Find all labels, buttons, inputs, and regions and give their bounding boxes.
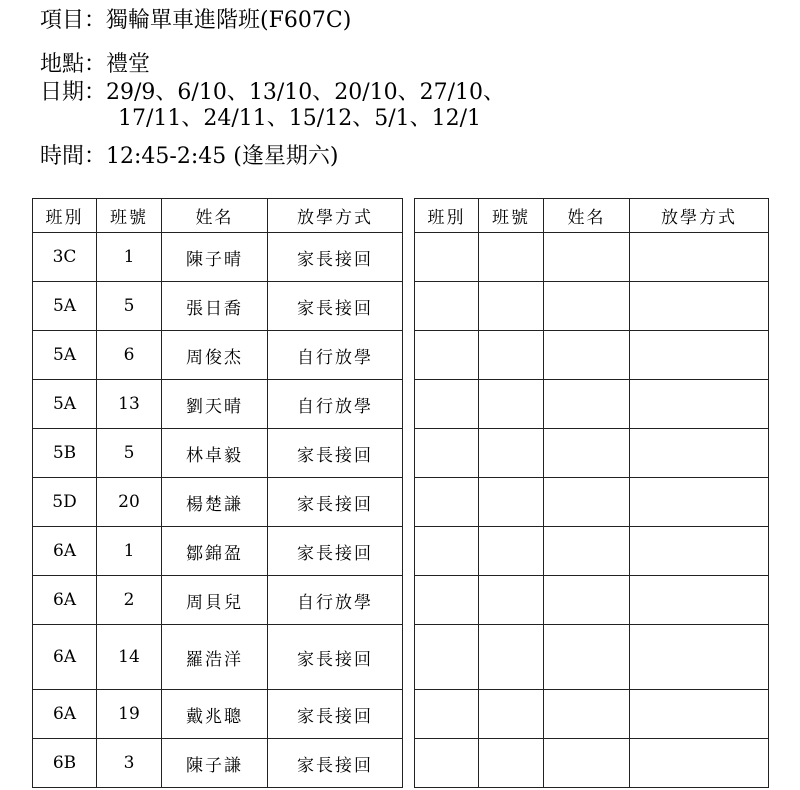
cell-name: 楊楚謙 bbox=[162, 478, 268, 527]
col-header-dismissal: 放學方式 bbox=[268, 199, 403, 233]
cell-number: 20 bbox=[97, 478, 162, 527]
empty-cell bbox=[415, 739, 479, 788]
project-line bbox=[40, 8, 351, 34]
empty-cell bbox=[544, 429, 630, 478]
table-row bbox=[415, 233, 769, 282]
dates-value-line2: 17/11、24/11、15/12、5/1、12/1 bbox=[118, 106, 482, 131]
dates-line bbox=[40, 80, 505, 106]
empty-cell bbox=[479, 625, 544, 690]
table-row bbox=[33, 380, 403, 429]
cell-dismissal: 家長接回 bbox=[268, 625, 403, 690]
time-label: 時間： bbox=[40, 144, 107, 169]
empty-cell bbox=[544, 380, 630, 429]
cell-dismissal: 自行放學 bbox=[268, 380, 403, 429]
empty-cell bbox=[479, 233, 544, 282]
cell-number: 1 bbox=[97, 233, 162, 282]
cell-number: 5 bbox=[97, 429, 162, 478]
venue-line bbox=[40, 52, 150, 78]
empty-cell bbox=[630, 527, 769, 576]
empty-cell bbox=[630, 625, 769, 690]
col-header-dismissal: 放學方式 bbox=[630, 199, 769, 233]
cell-class: 5A bbox=[33, 331, 97, 380]
cell-class: 5D bbox=[33, 478, 97, 527]
table-row bbox=[33, 429, 403, 478]
cell-name: 林卓毅 bbox=[162, 429, 268, 478]
cell-number: 6 bbox=[97, 331, 162, 380]
cell-class: 6B bbox=[33, 739, 97, 788]
cell-number: 3 bbox=[97, 739, 162, 788]
table-row bbox=[33, 576, 403, 625]
empty-cell bbox=[415, 527, 479, 576]
cell-name: 周貝兒 bbox=[162, 576, 268, 625]
empty-cell bbox=[544, 331, 630, 380]
table-row bbox=[415, 690, 769, 739]
cell-class: 6A bbox=[33, 625, 97, 690]
table-row bbox=[33, 690, 403, 739]
table-row bbox=[415, 739, 769, 788]
cell-number: 1 bbox=[97, 527, 162, 576]
cell-name: 張日喬 bbox=[162, 282, 268, 331]
empty-cell bbox=[630, 282, 769, 331]
empty-cell bbox=[630, 690, 769, 739]
empty-cell bbox=[415, 282, 479, 331]
cell-class: 6A bbox=[33, 576, 97, 625]
table-row bbox=[33, 233, 403, 282]
empty-cell bbox=[415, 576, 479, 625]
empty-cell bbox=[415, 331, 479, 380]
cell-name: 陳子晴 bbox=[162, 233, 268, 282]
table-row bbox=[415, 282, 769, 331]
cell-number: 5 bbox=[97, 282, 162, 331]
empty-cell bbox=[630, 478, 769, 527]
col-header-class: 班別 bbox=[415, 199, 479, 233]
table-header-row bbox=[33, 199, 403, 233]
empty-cell bbox=[544, 233, 630, 282]
table-row bbox=[33, 331, 403, 380]
empty-cell bbox=[479, 690, 544, 739]
col-header-name: 姓名 bbox=[544, 199, 630, 233]
empty-cell bbox=[630, 233, 769, 282]
empty-cell bbox=[415, 690, 479, 739]
empty-cell bbox=[544, 625, 630, 690]
project-label: 項目： bbox=[40, 8, 107, 33]
cell-dismissal: 家長接回 bbox=[268, 690, 403, 739]
table-row bbox=[415, 478, 769, 527]
venue-value: 禮堂 bbox=[106, 52, 151, 77]
empty-cell bbox=[415, 625, 479, 690]
table-row bbox=[33, 625, 403, 690]
cell-class: 5A bbox=[33, 380, 97, 429]
student-table bbox=[32, 198, 403, 788]
empty-cell bbox=[479, 527, 544, 576]
empty-cell bbox=[415, 478, 479, 527]
time-line bbox=[40, 144, 338, 170]
table-row bbox=[33, 282, 403, 331]
empty-cell bbox=[415, 380, 479, 429]
cell-class: 3C bbox=[33, 233, 97, 282]
table-row bbox=[415, 527, 769, 576]
table-row bbox=[415, 331, 769, 380]
cell-dismissal: 家長接回 bbox=[268, 282, 403, 331]
empty-cell bbox=[630, 429, 769, 478]
cell-number: 14 bbox=[97, 625, 162, 690]
table-row bbox=[415, 429, 769, 478]
venue-label: 地點： bbox=[40, 52, 107, 77]
empty-cell bbox=[479, 478, 544, 527]
cell-name: 戴兆聰 bbox=[162, 690, 268, 739]
table-row bbox=[415, 625, 769, 690]
cell-dismissal: 自行放學 bbox=[268, 331, 403, 380]
cell-dismissal: 自行放學 bbox=[268, 576, 403, 625]
cell-name: 羅浩洋 bbox=[162, 625, 268, 690]
empty-cell bbox=[544, 478, 630, 527]
cell-name: 周俊杰 bbox=[162, 331, 268, 380]
cell-name: 陳子謙 bbox=[162, 739, 268, 788]
empty-cell bbox=[479, 331, 544, 380]
table-header-row bbox=[415, 199, 769, 233]
empty-cell bbox=[479, 429, 544, 478]
empty-cell bbox=[544, 739, 630, 788]
empty-cell bbox=[630, 331, 769, 380]
cell-number: 13 bbox=[97, 380, 162, 429]
table-row bbox=[415, 576, 769, 625]
cell-dismissal: 家長接回 bbox=[268, 429, 403, 478]
col-header-number: 班號 bbox=[479, 199, 544, 233]
cell-dismissal: 家長接回 bbox=[268, 478, 403, 527]
empty-cell bbox=[479, 380, 544, 429]
empty-cell bbox=[479, 739, 544, 788]
empty-cell bbox=[630, 576, 769, 625]
empty-cell bbox=[415, 429, 479, 478]
dates-label: 日期： bbox=[40, 80, 107, 105]
cell-class: 5A bbox=[33, 282, 97, 331]
empty-cell bbox=[544, 527, 630, 576]
col-header-number: 班號 bbox=[97, 199, 162, 233]
cell-dismissal: 家長接回 bbox=[268, 233, 403, 282]
empty-cell bbox=[630, 739, 769, 788]
cell-name: 鄒錦盈 bbox=[162, 527, 268, 576]
table-row bbox=[415, 380, 769, 429]
dates-value-line1: 29/9、6/10、13/10、20/10、27/10、 bbox=[106, 80, 506, 105]
table-row bbox=[33, 527, 403, 576]
col-header-name: 姓名 bbox=[162, 199, 268, 233]
empty-cell bbox=[479, 282, 544, 331]
table-row bbox=[33, 739, 403, 788]
cell-dismissal: 家長接回 bbox=[268, 527, 403, 576]
cell-number: 19 bbox=[97, 690, 162, 739]
col-header-class: 班別 bbox=[33, 199, 97, 233]
time-value: 12:45-2:45 (逢星期六) bbox=[106, 144, 339, 169]
cell-number: 2 bbox=[97, 576, 162, 625]
cell-class: 5B bbox=[33, 429, 97, 478]
table-row bbox=[33, 478, 403, 527]
cell-dismissal: 家長接回 bbox=[268, 739, 403, 788]
empty-cell bbox=[479, 576, 544, 625]
empty-cell bbox=[544, 576, 630, 625]
blank-table bbox=[414, 198, 769, 788]
empty-cell bbox=[415, 233, 479, 282]
empty-cell bbox=[544, 282, 630, 331]
project-value: 獨輪單車進階班(F607C) bbox=[106, 8, 352, 33]
cell-class: 6A bbox=[33, 690, 97, 739]
cell-class: 6A bbox=[33, 527, 97, 576]
cell-name: 劉天晴 bbox=[162, 380, 268, 429]
empty-cell bbox=[630, 380, 769, 429]
empty-cell bbox=[544, 690, 630, 739]
